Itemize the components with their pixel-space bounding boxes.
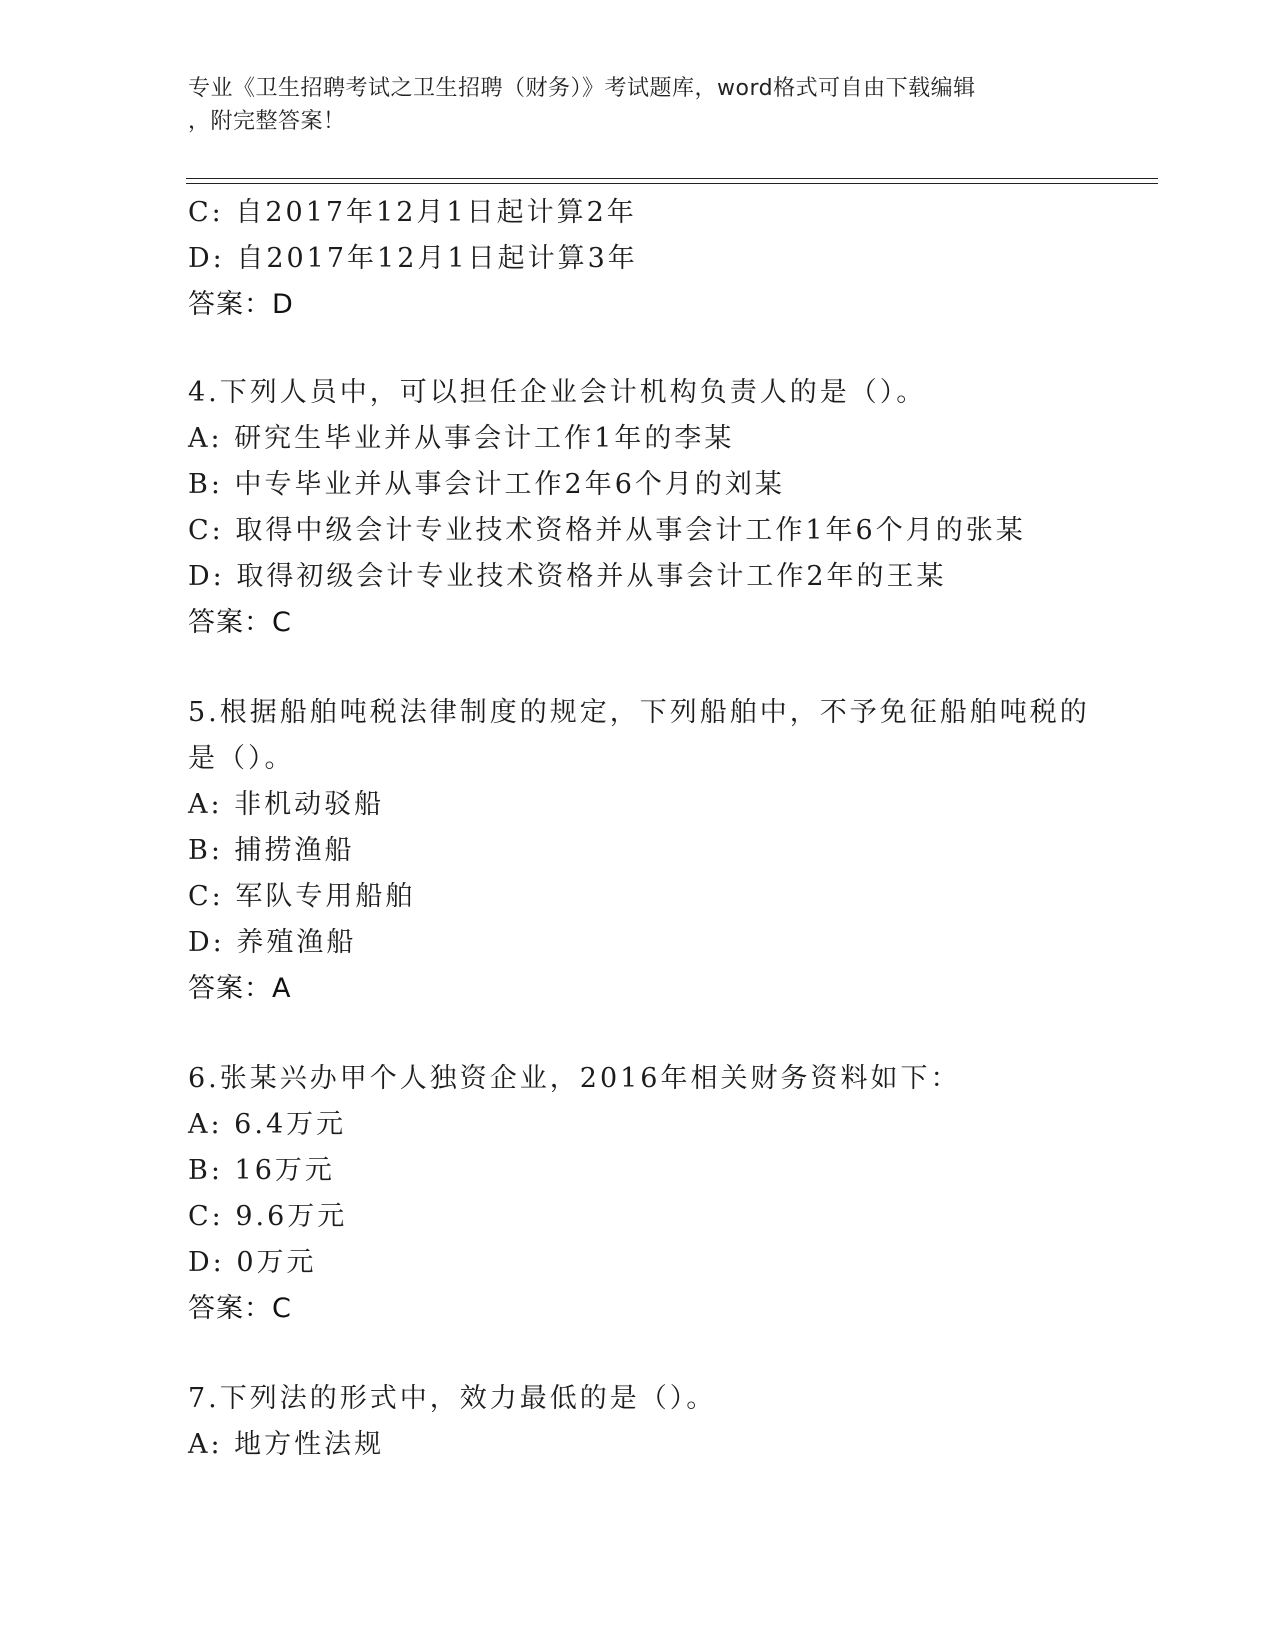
spacer xyxy=(188,328,1088,370)
header-line-2: ，附完整答案！ xyxy=(188,109,346,134)
option-b: B: 中专毕业并从事会计工作2年6个月的刘某 xyxy=(188,469,785,500)
option-c: C: 取得中级会计专业技术资格并从事会计工作1年6个月的张某 xyxy=(188,515,1026,546)
question-4 xyxy=(188,370,1088,646)
spacer xyxy=(188,1332,1088,1376)
spacer xyxy=(188,1012,1088,1056)
answer-line: 答案：C xyxy=(188,1293,292,1324)
option-a: A: 地方性法规 xyxy=(188,1429,385,1460)
option-b: B: 捕捞渔船 xyxy=(188,835,355,866)
option-c: C: 军队专用船舶 xyxy=(188,881,416,912)
option-a: A: 研究生毕业并从事会计工作1年的李某 xyxy=(188,423,735,454)
spacer xyxy=(188,646,1088,690)
answer-line: 答案：D xyxy=(188,289,294,320)
option-d: D: 0万元 xyxy=(188,1247,317,1278)
option-a: A: 6.4万元 xyxy=(188,1109,347,1140)
option-c: C: 9.6万元 xyxy=(188,1201,348,1232)
option-c: C: 自2017年12月1日起计算2年 xyxy=(188,197,637,228)
question-3-tail xyxy=(188,190,1088,328)
question-7 xyxy=(188,1376,1088,1468)
document-header xyxy=(188,72,1088,138)
answer-line: 答案：C xyxy=(188,607,292,638)
question-stem: 6.张某兴办甲个人独资企业，2016年相关财务资料如下： xyxy=(188,1063,961,1094)
question-stem-continued: 是（）。 xyxy=(188,743,295,774)
option-d: D: 自2017年12月1日起计算3年 xyxy=(188,243,638,274)
question-stem: 5.根据船舶吨税法律制度的规定，下列船舶中，不予免征船舶吨税的 xyxy=(188,697,1090,728)
option-a: A: 非机动驳船 xyxy=(188,789,385,820)
question-6 xyxy=(188,1056,1088,1332)
answer-line: 答案：A xyxy=(188,973,292,1004)
option-d: D: 取得初级会计专业技术资格并从事会计工作2年的王某 xyxy=(188,561,947,592)
question-list xyxy=(188,190,1088,1468)
question-stem: 4.下列人员中，可以担任企业会计机构负责人的是（）。 xyxy=(188,377,927,408)
option-d: D: 养殖渔船 xyxy=(188,927,357,958)
option-b: B: 16万元 xyxy=(188,1155,335,1186)
question-stem: 7.下列法的形式中，效力最低的是（）。 xyxy=(188,1383,717,1414)
header-divider-top xyxy=(186,178,1158,179)
header-line-1: 专业《卫生招聘考试之卫生招聘（财务）》考试题库，word格式可自由下载编辑 xyxy=(188,76,976,101)
header-divider-bottom xyxy=(186,183,1158,184)
question-5 xyxy=(188,690,1088,1012)
